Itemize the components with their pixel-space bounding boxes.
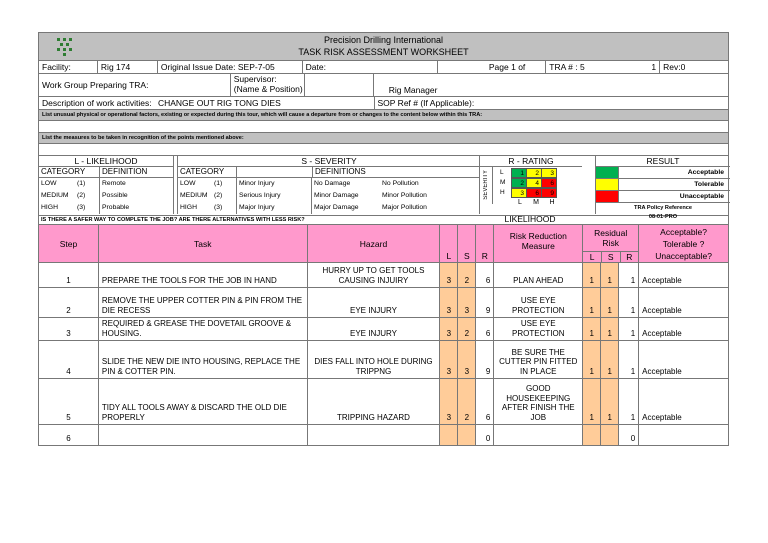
risk-reduction-measure[interactable]: BE SURE THE CUTTER PIN FITTED IN PLACE (494, 341, 583, 379)
severity-injury: Minor Injury (237, 178, 312, 190)
description-line (39, 97, 375, 110)
hazard-description[interactable]: DIES FALL INTO HOLE DURING TRIPPNG (308, 341, 441, 379)
step-number: 6 (39, 425, 99, 446)
severity-pollution: No Pollution (382, 180, 419, 187)
unusual-factors-input[interactable] (39, 121, 729, 133)
col-s: S (458, 225, 476, 263)
risk-rating-value: 9 (476, 341, 494, 379)
facility-label: Facility: (39, 61, 98, 74)
table-row (39, 379, 729, 425)
severity-level: (1) (214, 178, 237, 190)
result-value[interactable] (639, 425, 729, 446)
likelihood-definition-header: DEFINITION (102, 167, 148, 176)
likelihood-definition: Remote (102, 180, 126, 187)
residual-rating: 1 (619, 263, 639, 288)
col-residual (583, 225, 639, 263)
result-value[interactable]: Acceptable (639, 288, 729, 318)
matrix-row (500, 188, 560, 198)
severity-pollution: Minor Pollution (382, 192, 427, 199)
likelihood-value[interactable]: 3 (440, 263, 458, 288)
matrix-row-label: L (500, 169, 504, 176)
likelihood-title: L - LIKELIHOOD (39, 156, 173, 167)
likelihood-value[interactable]: 3 (440, 341, 458, 379)
residual-likelihood[interactable]: 1 (583, 379, 601, 425)
result-swatch (596, 167, 619, 178)
table-header (39, 225, 729, 263)
result-value[interactable]: Acceptable (639, 379, 729, 425)
likelihood-category: LOW (41, 180, 57, 187)
task-description[interactable]: PREPARE THE TOOLS FOR THE JOB IN HAND (99, 263, 308, 288)
residual-likelihood[interactable]: 1 (583, 263, 601, 288)
sop-reference[interactable]: SOP Ref # (If Applicable): (375, 97, 729, 110)
matrix-cell: 9 (541, 188, 557, 198)
col-r: R (476, 225, 494, 263)
matrix-cell: 3 (541, 168, 557, 178)
residual-severity[interactable]: 1 (601, 341, 619, 379)
matrix-col-label: L (518, 199, 522, 206)
matrix-col-label: M (533, 199, 539, 206)
col-residual-s: S (602, 252, 621, 263)
severity-level: (3) (214, 202, 237, 214)
result-label: Tolerable (694, 181, 724, 188)
col-l: L (440, 225, 458, 263)
severity-level: (2) (214, 190, 237, 202)
result-legend (595, 156, 730, 220)
description-label: Description of work activities: (42, 98, 152, 108)
result-swatch (596, 191, 619, 202)
matrix-cell: 6 (541, 178, 557, 188)
likelihood-definition: Possible (102, 192, 128, 199)
likelihood-category: MEDIUM (41, 192, 69, 199)
worksheet-title: TASK RISK ASSESSMENT WORKSHEET (298, 47, 469, 57)
unusual-factors-note: List unusual physical or operational factors, existing or expected during this tour, which will cause a departure from or changes to the content below within this TRA: (39, 110, 729, 121)
hazard-description[interactable] (308, 425, 441, 446)
matrix-row (500, 168, 560, 178)
likelihood-row (39, 202, 173, 214)
table-row (39, 425, 729, 446)
severity-value[interactable]: 3 (458, 288, 476, 318)
worksheet-header (38, 32, 729, 60)
result-row (596, 191, 730, 203)
likelihood-row (39, 178, 173, 190)
date-field[interactable]: Date: (303, 61, 439, 74)
result-swatch (596, 179, 619, 190)
likelihood-axis-label: LIKELIHOOD (504, 214, 556, 224)
rating-title: R - RATING (480, 156, 582, 167)
facility-value[interactable]: Rig 174 (98, 61, 158, 74)
result-row (596, 179, 730, 191)
safer-way-question: IS THERE A SAFER WAY TO COMPLETE THE JOB? ARE THERE ALTERNATIVES WITH LESS RISK? (41, 217, 305, 223)
risk-reduction-measure[interactable]: PLAN AHEAD (494, 263, 583, 288)
result-label: Acceptable (687, 169, 724, 176)
residual-rating: 1 (619, 318, 639, 341)
step-number: 3 (39, 318, 99, 341)
result-value[interactable]: Acceptable (639, 341, 729, 379)
policy-code: 08-01-PRO (648, 214, 678, 220)
severity-damage: No Damage (314, 180, 351, 187)
residual-severity[interactable]: 1 (601, 379, 619, 425)
residual-severity[interactable]: 1 (601, 318, 619, 341)
risk-rating-value: 9 (476, 288, 494, 318)
result-label: Unacceptable (679, 193, 724, 200)
matrix-cell: 3 (511, 188, 527, 198)
severity-value[interactable] (458, 425, 476, 446)
residual-rating: 0 (619, 425, 639, 446)
hazard-description[interactable]: EYE INJURY (308, 318, 441, 341)
severity-category-header: CATEGORY (178, 167, 237, 177)
severity-value[interactable]: 2 (458, 263, 476, 288)
step-number: 4 (39, 341, 99, 379)
likelihood-value[interactable]: 3 (440, 288, 458, 318)
step-number: 2 (39, 288, 99, 318)
risk-rating-value: 6 (476, 379, 494, 425)
table-row (39, 263, 729, 288)
severity-row (178, 178, 480, 190)
matrix-cell: 4 (526, 178, 542, 188)
matrix-cell: 2 (526, 168, 542, 178)
page-number: Page 1 of (438, 61, 546, 74)
task-description[interactable]: REMOVE THE UPPER COTTER PIN & PIN FROM THE DIE RECESS (99, 288, 308, 318)
risk-reduction-measure[interactable] (494, 425, 583, 446)
severity-category: MEDIUM (180, 192, 208, 199)
table-row (39, 288, 729, 318)
residual-likelihood[interactable]: 1 (583, 318, 601, 341)
col-task: Task (99, 225, 308, 263)
issue-date: Original Issue Date: SEP-7-05 (158, 61, 303, 74)
severity-damage: Major Damage (314, 204, 359, 211)
table-row (39, 318, 729, 341)
residual-likelihood[interactable]: 1 (583, 341, 601, 379)
residual-rating: 1 (619, 341, 639, 379)
step-number: 5 (39, 379, 99, 425)
severity-category: HIGH (180, 204, 197, 211)
likelihood-value[interactable]: 3 (440, 318, 458, 341)
col-residual-l: L (583, 252, 602, 263)
matrix-cell: 1 (511, 168, 527, 178)
matrix-cell: 2 (511, 178, 527, 188)
severity-value[interactable]: 2 (458, 318, 476, 341)
col-result: Acceptable? Tolerable ? Unacceptable? (639, 225, 729, 263)
task-description[interactable]: SLIDE THE NEW DIE INTO HOUSING, REPLACE THE PIN & COTTER PIN. (99, 341, 308, 379)
residual-severity[interactable] (601, 425, 619, 446)
severity-row (178, 190, 480, 202)
matrix-row (500, 178, 560, 188)
work-group-label: Work Group Preparing TRA: (39, 74, 231, 97)
likelihood-category-header: CATEGORY (39, 167, 100, 177)
matrix-row-label: H (500, 189, 505, 196)
tra-number-value: 1 (626, 61, 660, 74)
severity-damage: Minor Damage (314, 192, 359, 199)
matrix-cell: 6 (526, 188, 542, 198)
supervisor-label: Supervisor: (233, 74, 277, 84)
result-value[interactable]: Acceptable (639, 263, 729, 288)
result-value[interactable]: Acceptable (639, 318, 729, 341)
revision: Rev:0 (660, 61, 729, 74)
supervisor-sublabel: (Name & Position) (233, 84, 303, 94)
risk-reduction-measure[interactable]: USE EYE PROTECTION (494, 288, 583, 318)
matrix-col-labels (500, 198, 560, 208)
hazard-description[interactable]: HURRY UP TO GET TOOLS CAUSING INJUIRY (308, 263, 441, 288)
residual-likelihood[interactable] (583, 425, 601, 446)
task-description[interactable]: REQUIRED & GREASE THE DOVETAIL GROOVE & HOUSING. (99, 318, 308, 341)
description-value[interactable]: CHANGE OUT RIG TONG DIES (157, 98, 281, 108)
risk-rating-value: 6 (476, 318, 494, 341)
col-measure: Risk Reduction Measure (494, 225, 583, 263)
residual-risk-header: Residual Risk (594, 228, 628, 248)
likelihood-definition: Probable (102, 204, 130, 211)
likelihood-level: (3) (77, 202, 100, 214)
table-row (39, 341, 729, 379)
severity-value[interactable]: 3 (458, 341, 476, 379)
severity-category: LOW (180, 180, 196, 187)
policy-reference: TRA Policy Reference (634, 205, 692, 211)
result-row (596, 167, 730, 179)
col-residual-r: R (626, 252, 633, 262)
measures-input[interactable] (39, 144, 729, 156)
severity-pollution: Major Pollution (382, 204, 427, 211)
residual-severity[interactable]: 1 (601, 263, 619, 288)
residual-rating: 1 (619, 379, 639, 425)
severity-title: S - SEVERITY (178, 156, 480, 167)
severity-definitions-header: DEFINITIONS (315, 167, 366, 176)
severity-injury: Major Injury (237, 202, 312, 214)
severity-legend (177, 156, 480, 214)
severity-row (178, 202, 480, 214)
likelihood-category: HIGH (41, 204, 58, 211)
risk-rating-value: 0 (476, 425, 494, 446)
measures-note: List the measures to be taken in recognition of the points mentioned above: (39, 133, 729, 144)
hazard-description[interactable]: TRIPPING HAZARD (308, 379, 441, 425)
residual-rating: 1 (619, 288, 639, 318)
likelihood-legend (39, 156, 174, 214)
rating-matrix (479, 156, 582, 214)
likelihood-level: (1) (77, 178, 100, 190)
risk-reduction-measure[interactable]: USE EYE PROTECTION (494, 318, 583, 341)
tra-worksheet (38, 32, 729, 446)
residual-severity[interactable]: 1 (601, 288, 619, 318)
severity-value[interactable]: 2 (458, 379, 476, 425)
likelihood-value[interactable]: 3 (440, 379, 458, 425)
matrix-col-label: H (549, 199, 555, 206)
company-name: Precision Drilling International (323, 35, 444, 45)
likelihood-value[interactable] (440, 425, 458, 446)
col-step: Step (39, 225, 99, 263)
supervisor-block (231, 74, 729, 97)
risk-reduction-measure[interactable]: GOOD HOUSEKEEPING AFTER FINISH THE JOB (494, 379, 583, 425)
tra-number: TRA # : 5 (546, 61, 626, 74)
hazard-description[interactable]: EYE INJURY (308, 288, 441, 318)
task-description[interactable] (99, 425, 308, 446)
col-hazard: Hazard (308, 225, 441, 263)
result-title: RESULT (596, 156, 730, 167)
risk-rating-value: 6 (476, 263, 494, 288)
task-description[interactable]: TIDY ALL TOOLS AWAY & DISCARD THE OLD DIE PROPERLY (99, 379, 308, 425)
matrix-row-label: M (500, 179, 506, 186)
supervisor-value[interactable]: Rig Manager (388, 85, 438, 95)
residual-likelihood[interactable]: 1 (583, 288, 601, 318)
safer-way-row (38, 216, 729, 225)
likelihood-level: (2) (77, 190, 100, 202)
task-table (38, 225, 729, 446)
step-number: 1 (39, 263, 99, 288)
severity-axis-label: SEVERITY (483, 170, 489, 200)
likelihood-row (39, 190, 173, 202)
severity-injury: Serious Injury (237, 190, 312, 202)
